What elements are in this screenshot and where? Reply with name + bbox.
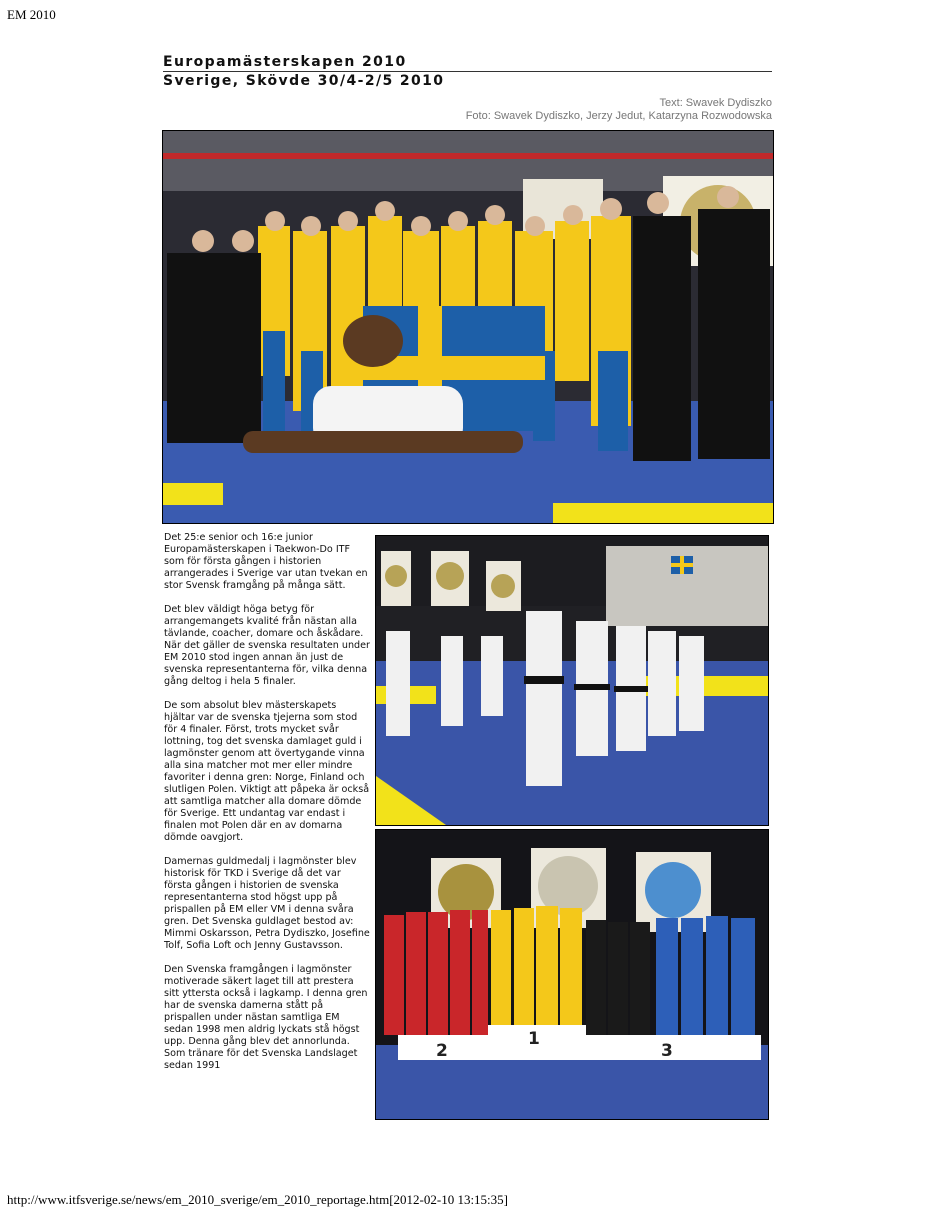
print-header: EM 2010 (7, 7, 56, 22)
article-paragraph-3: De som absolut blev mästerskapets hjältar var de svenska tjejerna som stod för 4 finaler. Först, trots mycket svår lottning, tog det svenska damlaget guld i lagmönster genom att övertygande vinna alla sina matcher mot mer eller mindre favoriter i denna gren: Norge, Finland och slutligen Polen. Viktigt att påpeka är också att samtliga matcher alla domare dömde för Sverige. Ett undantag var endast i finalen mot Polen där en av domarna dömde oavgjort. (164, 700, 370, 843)
print-footer-url: http://www.itfsverige.se/news/em_2010_sverige/em_2010_reportage.htm[2012-02-10 13:15:35] (7, 1192, 509, 1207)
foto-credit: Foto: Swavek Dydiszko, Jerzy Jedut, Katarzyna Rozwodowska (465, 110, 772, 122)
title-line-2: Sverige, Skövde 30/4-2/5 2010 (163, 73, 445, 89)
podium-label-2: 2 (436, 1041, 448, 1061)
article-title (163, 53, 772, 90)
team-photo (162, 130, 774, 524)
photo-credits (400, 97, 772, 123)
title-line-1: Europamästerskapen 2010 (163, 53, 772, 72)
article-paragraph-1: Det 25:e senior och 16:e junior Europamästerskapen i Taekwon-Do ITF som för första gången i historien arrangerades i Sverige var utan tvekan en stor Svensk framgång på många sätt. (164, 532, 368, 591)
competition-photo (375, 535, 769, 826)
article-paragraph-5: Den Svenska framgången i lagmönster motiverade säkert laget till att prestera sitt yttersta också i lagkamp. I denna gren har de svenska damerna stått på prispallen under nästan samtliga EM sedan 1998 men aldrig lyckats stå högst upp. Denna gång blev det annorlunda. Som tränare för det Svenska Landslaget sedan 1991 (164, 964, 368, 1071)
podium-photo (375, 829, 769, 1120)
article-body (164, 532, 370, 1084)
podium-label-1: 1 (528, 1029, 540, 1049)
article-paragraph-4: Damernas guldmedalj i lagmönster blev historisk för TKD i Sverige då det var första gången i historien de svenska representanterna stod högst upp på prispallen på EM eller VM i denna svåra gren. Det Svenska guldlaget bestod av: Mimmi Oskarsson, Petra Dydiszko, Josefine Tolf, Sofia Loft och Jenny Gustavsson. (164, 856, 370, 951)
text-credit: Text: Swavek Dydiszko (659, 97, 772, 109)
article-paragraph-2: Det blev väldigt höga betyg för arrangemangets kvalité från nästan alla tävlande, coacher, domare och åskådare. När det gäller de svenska resultaten under EM 2010 stod ingen annan än just de svenska representanterna för, vilka denna gång deltog i hela 5 finaler. (164, 604, 370, 687)
podium-label-3: 3 (661, 1041, 673, 1061)
